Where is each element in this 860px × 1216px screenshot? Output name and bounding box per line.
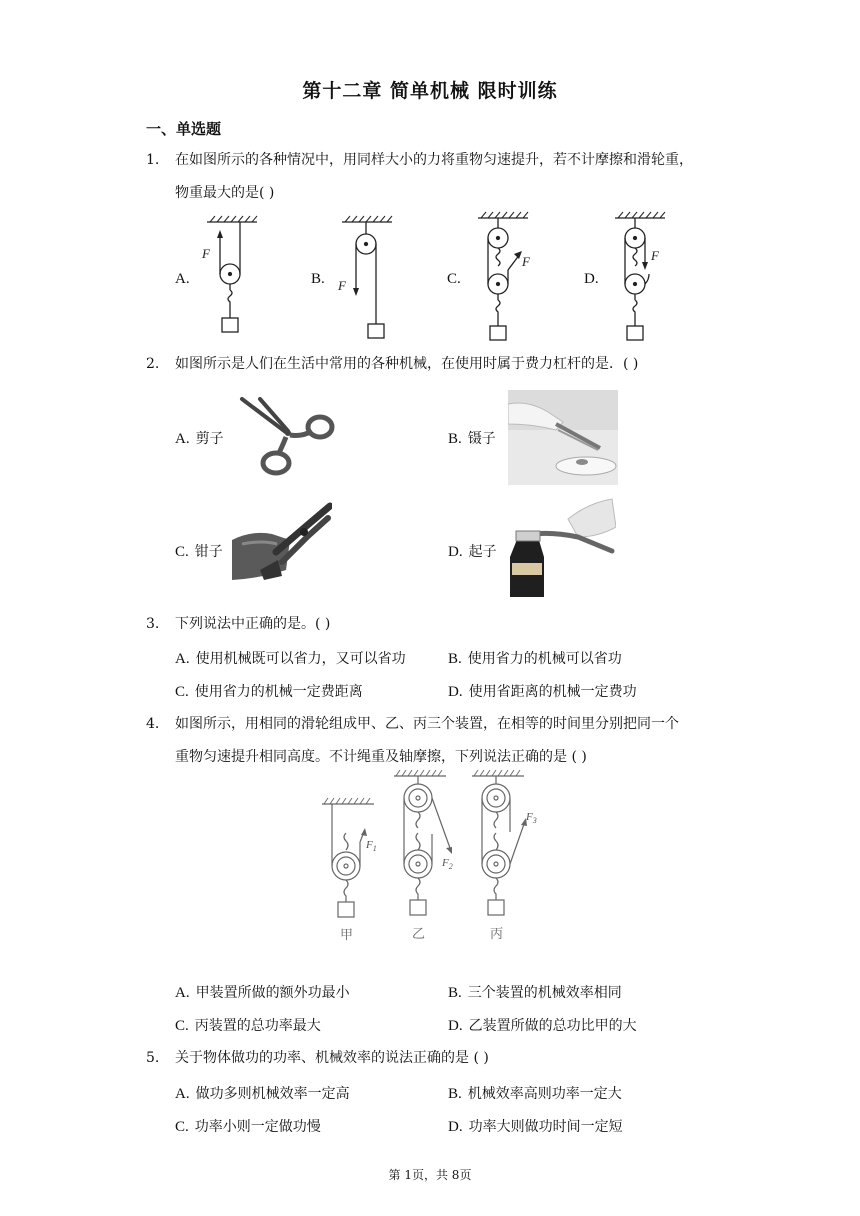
q5-option-c-text: 功率小则一定做功慢 [194,1119,321,1135]
q2-option-a-text: 剪子 [195,431,224,447]
question-5-text [175,1042,735,1075]
figure-label-jia: 甲 [340,928,354,943]
force-label: F [338,278,346,293]
q4-option-a[interactable] [175,982,350,1002]
q3-option-d-text: 使用省距离的机械一定费功 [468,684,637,700]
q1-option-c-letter: C. [447,271,461,287]
pliers-image [232,500,332,582]
q3-option-b[interactable] [448,648,622,668]
question-1-line-2: 物重最大的是( ) [175,185,275,201]
f1-label: F [366,839,373,851]
force-label: F [651,248,659,263]
question-1-number: 1. [146,152,160,168]
q2-option-d-letter: D. [448,544,463,560]
q2-option-a[interactable] [175,428,224,448]
question-4-line-2: 重物匀速提升相同高度。不计绳重及轴摩擦，下列说法正确的是 ( ) [175,749,587,765]
f1-subscript: 1 [372,844,377,853]
q3-option-c-text: 使用省力的机械一定费距离 [194,684,363,700]
tweezers-image [508,390,618,485]
q5-option-b[interactable] [448,1083,622,1103]
q4-pulley-systems-diagram [318,770,548,948]
f3-label: F [526,811,533,823]
q5-option-a[interactable] [175,1083,350,1103]
q1-pulley-diagram-c [470,210,550,344]
q1-pulley-diagram-b [330,214,400,342]
question-4-line-1: 如图所示，用相同的滑轮组成甲、乙、丙三个装置，在相等的时间里分别把同一个 [175,716,679,732]
q4-option-d-letter: D. [448,1018,463,1034]
question-4-text [175,708,735,774]
question-3-line-1: 下列说法中正确的是。( ) [175,616,331,632]
q3-option-d-letter: D. [448,684,463,700]
q2-option-c-letter: C. [175,544,189,560]
q3-option-d[interactable] [448,681,637,701]
svg-text:F1 [365,839,377,853]
f3-subscript: 3 [532,816,537,825]
question-1-line-1: 在如图所示的各种情况中，用同样大小的力将重物匀速提升，若不计摩擦和滑轮重， [175,152,693,168]
q4-option-b-text: 三个装置的机械效率相同 [467,985,622,1001]
f2-label: F [442,857,449,869]
q2-option-d-text: 起子 [468,544,497,560]
q1-option-d-letter: D. [584,271,599,287]
q2-option-b-letter: B. [448,431,462,447]
question-2-line-1: 如图所示是人们在生活中常用的各种机械，在使用时属于费力杠杆的是．( ) [175,356,639,372]
q5-option-b-letter: B. [448,1086,462,1102]
q5-option-d-text: 功率大则做功时间一定短 [468,1119,623,1135]
q2-option-c-text: 钳子 [194,544,223,560]
q3-option-c[interactable] [175,681,363,701]
q1-option-a-letter: A. [175,271,190,287]
question-1-text [175,144,735,210]
figure-label-yi: 乙 [412,927,426,942]
q3-option-c-letter: C. [175,684,189,700]
q4-option-d[interactable] [448,1015,637,1035]
force-label: F [202,246,210,261]
q4-option-b-letter: B. [448,985,462,1001]
q2-option-a-letter: A. [175,431,190,447]
svg-text:F2 [441,857,453,871]
question-3-text [175,608,735,641]
q1-option-b[interactable] [311,271,331,288]
q5-option-a-text: 做功多则机械效率一定高 [195,1086,350,1102]
question-4-number: 4. [146,716,160,732]
q5-option-a-letter: A. [175,1086,190,1102]
q3-option-a-letter: A. [175,651,190,667]
question-3-number: 3. [146,616,160,632]
q5-option-b-text: 机械效率高则功率一定大 [467,1086,622,1102]
q1-pulley-diagram-a [195,214,265,342]
f2-subscript: 2 [448,862,453,871]
q4-option-a-letter: A. [175,985,190,1001]
q4-option-c-letter: C. [175,1018,189,1034]
q4-option-c-text: 丙装置的总功率最大 [194,1018,321,1034]
q3-option-b-letter: B. [448,651,462,667]
q5-option-c-letter: C. [175,1119,189,1135]
q3-option-a-text: 使用机械既可以省力，又可以省功 [195,651,406,667]
page-footer: 第 1页，共 8页 [388,1168,472,1182]
q2-option-b[interactable] [448,428,496,448]
q2-option-b-text: 镊子 [467,431,496,447]
question-5-line-1: 关于物体做功的功率、机械效率的说法正确的是 ( ) [175,1050,489,1066]
force-label: F [522,254,530,269]
q3-option-a[interactable] [175,648,406,668]
page-title: 第十二章 简单机械 限时训练 [302,80,558,102]
q3-option-b-text: 使用省力的机械可以省功 [467,651,622,667]
q1-pulley-diagram-d [607,210,687,344]
bottle-opener-image [508,497,616,597]
q5-option-d[interactable] [448,1116,623,1136]
q4-option-d-text: 乙装置所做的总功比甲的大 [468,1018,637,1034]
question-2-number: 2. [146,356,160,372]
q4-option-c[interactable] [175,1015,321,1035]
q5-option-d-letter: D. [448,1119,463,1135]
q2-option-c[interactable] [175,541,223,561]
q1-option-a[interactable] [175,271,196,288]
q4-option-b[interactable] [448,982,622,1002]
question-5-number: 5. [146,1050,160,1066]
q4-option-a-text: 甲装置所做的额外功最小 [195,985,350,1001]
svg-text:F3 [525,811,537,825]
q2-option-d[interactable] [448,541,497,561]
q1-option-c[interactable] [447,271,467,288]
q1-option-b-letter: B. [311,271,325,287]
section-heading: 一、单选题 [146,120,222,138]
question-2-text [175,348,735,381]
q1-option-d[interactable] [584,271,605,288]
q5-option-c[interactable] [175,1116,321,1136]
figure-label-bing: 丙 [490,927,504,942]
scissors-image [232,395,337,480]
